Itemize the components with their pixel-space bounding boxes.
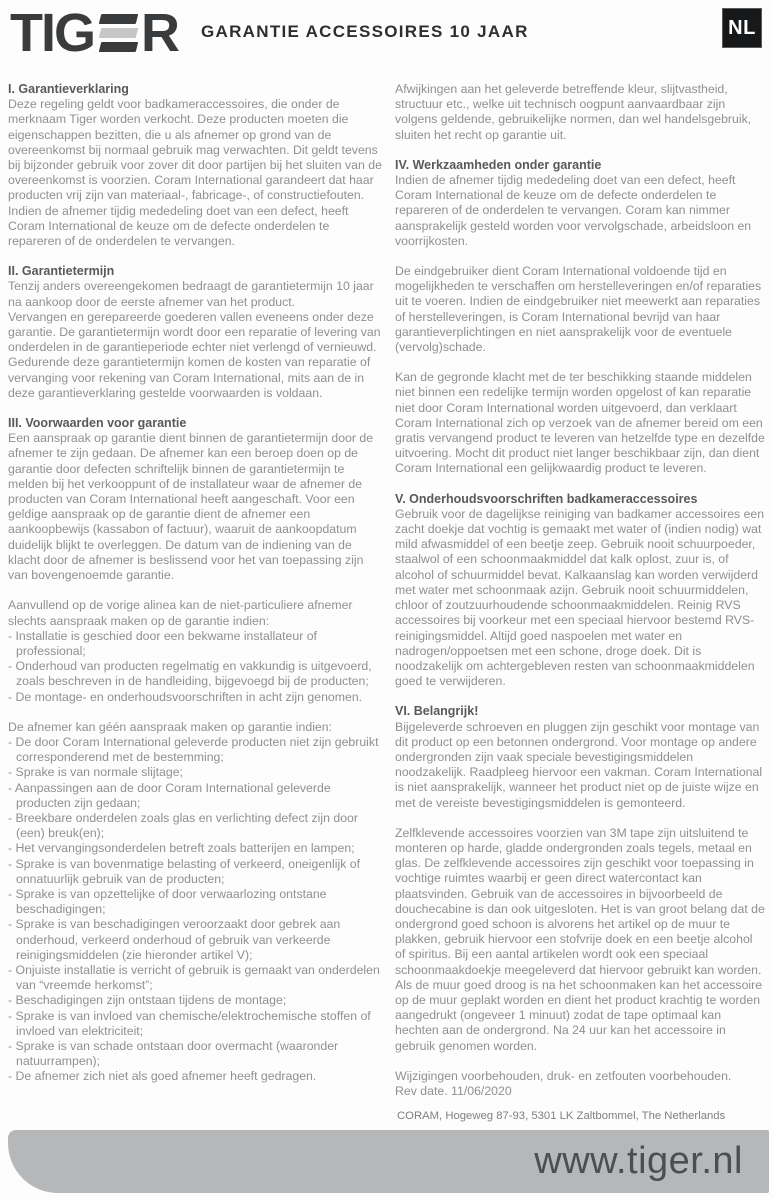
section-garantietermijn [8, 264, 385, 401]
exclusions-list [8, 735, 385, 1085]
section-paragraph: De eindgebruiker dient Coram International voldoende tijd en mogelijkheden te verschaffen om herstelleveringen en/of reparaties uit te voeren. Indien de eindgebruiker niet meewerkt aan reparaties of herstelleveringen, is Coram International bevrijd van haar garantieverplichtingen en niet aansprakelijk voor de eventuele (vervolg)schade. [395, 264, 762, 355]
section-paragraph: Afwijkingen aan het geleverde betreffende kleur, slijtvastheid, structuur etc., welke uit technisch oogpunt aanvaardbaar zijn volgens geldende, gebruikelijke normen, dan wel handelsgebruik, sluiten het recht op garantie uit. [395, 82, 752, 142]
left-column [8, 82, 385, 1100]
tiger-logo [10, 3, 178, 63]
section-paragraph: Zelfklevende accessoires voorzien van 3M tape zijn uitsluitend te monteren op harde, gladde ondergronden zoals tegels, metaal en glas. De zelfklevende accessoires zijn geschikt voor toepassing in vochtige ruimtes waarbij er geen direct watercontact kan plaatsvinden. Gebruik van de accessoires in bijvoorbeeld de douchecabine is dan ook uitgesloten. Het is van groot belang dat de ondergrond goed schoon is alvorens het artikel op de muur te plakken, gebruik hiervoor een stofvrije doek en een beetje alcohol of spiritus. Bij een aantal artikelen wordt ook een speciaal schoonmaakdoekje meegeleverd dat hiervoor gebruikt kan worden. Als de muur goed droog is na het schoonmaken kan het accessoire op de muur geplakt worden en dient het product krachtig te worden aangedrukt (ongeveer 1 minuut) zodat de tape optimaal kan hechten aan de ondergrond. Na 24 uur kan het accessoire in gebruik genomen worden. [395, 825, 765, 1053]
language-badge: NL [722, 8, 762, 48]
list-item: - Onjuiste installatie is verricht of gebruik is gemaakt van onderdelen van “vreemde herkomst”; [8, 962, 380, 993]
section-paragraph: Bijgeleverde schroeven en pluggen zijn geschikt voor montage van dit product op een betonnen ondergrond. Voor montage op andere ondergronden zijn vaak speciale bevestigingsmiddelen noodzakelijk. Raadpleeg hiervoor een vakman. Coram International is niet aansprakelijk, wanneer het product niet op de juiste wijze en met de vereiste bevestigingsmiddelen is gemonteerd. [395, 719, 763, 810]
list-item: - De afnemer zich niet als goed afnemer heeft gedragen. [8, 1069, 317, 1084]
website-url: www.tiger.nl [534, 1140, 743, 1182]
section-onderhoudsvoorschriften [395, 492, 766, 690]
section-heading: II. Garantietermijn [8, 264, 115, 279]
section-paragraph: Een aanspraak op garantie dient binnen de garantietermijn door de afnemer te zijn gedaan. De afnemer kan een beroep doen op de garantie door defecten schriftelijk binnen de garantietermijn te melden bij het verkooppunt of de installateur waar de afnemer de producten van Coram International heeft aangeschaft. Voor een geldige aanspraak op de garantie dient de afnemer een aankoopbewijs (kassabon of factuur), waaruit de aankoopdatum duidelijk blijkt te overleggen. De datum van de indiening van de klacht door de afnemer is beslissend voor het van toepassing zijn van bovengenoemde garantie. [8, 431, 374, 583]
list-item: - Beschadigingen zijn ontstaan tijdens de montage; [8, 993, 287, 1008]
revision-notes [395, 1069, 766, 1099]
section-heading: VI. Belangrijk! [395, 704, 479, 719]
list-item: - Sprake is van invloed van chemische/elektrochemische stoffen of invloed van elektriciteit; [8, 1008, 371, 1038]
tiger-logo-e-bars-icon [100, 11, 137, 55]
list-item: - Sprake is van schade ontstaan door overmacht (waaronder natuurrampen); [8, 1038, 339, 1069]
tiger-logo-text-right: R [141, 3, 178, 63]
section-paragraph: Tenzij anders overeengekomen bedraagt de garantietermijn 10 jaar na aankoop door de eerste afnemer van het product. [8, 279, 374, 309]
list-intro: Aanvullend op de vorige alinea kan de niet-particuliere afnemer slechts aanspraak maken op de garantie indien: [8, 598, 353, 628]
section-heading: IV. Werkzaamheden onder garantie [395, 157, 602, 172]
list-item: - De door Coram International geleverde producten niet zijn gebruikt corresponderend met de bestemming; [8, 734, 379, 765]
section-voorwaarden [8, 416, 385, 705]
section-paragraph: Gebruik voor de dagelijkse reiniging van badkamer accessoires een zacht doekje dat vochtig is gemaakt met water of (indien nodig) wat mild afwasmiddel of een beetje zeep. Gebruik nooit schuurpoeder, staalwol of een schoonmaakmiddel dat kalk oplost, zuur is, of alcohol of schuurmiddel bevat. Kalkaanslag kan worden verwijderd met water met schoonmaak azijn. Gebruik nooit schuurmiddelen, chloor of zoutzuurhoudende schoonmaakmiddelen. Reinig RVS accessoires bij voorkeur met een speciaal hiervoor bestemd RVS-reinigingsmiddel. Altijd goed naspoelen met water en nadrogen/oppoetsen met een schone, droge doek. Dit is noodzakelijk om achtergebleven resten van schoonmaakmiddelen goed te verwijderen. [395, 506, 765, 689]
disclaimer-note: Wijzigingen voorbehouden, druk- en zetfouten voorbehouden. [395, 1068, 732, 1083]
revision-date: Rev date. 11/06/2020 [395, 1083, 512, 1098]
list-item: - Sprake is van opzettelijke of door verwaarlozing ontstane beschadigingen; [8, 886, 327, 917]
section-heading: III. Voorwaarden voor garantie [8, 416, 187, 431]
list-item: - Aanpassingen aan de door Coram International geleverde producten zijn gedaan; [8, 780, 331, 810]
section-exclusions [8, 720, 385, 1085]
list-item: - Sprake is van normale slijtage; [8, 765, 183, 780]
section-paragraph: Gedurende deze garantietermijn komen de kosten van reparatie of vervanging voor rekening van Coram International, mits aan de in deze garantieverklaring gestelde voorwaarden is voldaan. [8, 355, 371, 400]
list-item: - Breekbare onderdelen zoals glas en verlichting defect zijn door (een) breuk(en); [8, 810, 358, 841]
section-paragraph: Vervangen en gerepareerde goederen vallen eveneens onder deze garantie. De garantietermijn wordt door een reparatie of levering van onderdelen in de garantieperiode echter niet verlengd of vernieuwd. [8, 309, 381, 355]
section-garantieverklaring [8, 82, 385, 249]
tiger-logo-text-left: TIG [10, 3, 94, 63]
list-item: - Het vervangingsonderdelen betreft zoals batterijen en lampen; [8, 841, 355, 856]
list-item: - Sprake is van beschadigingen veroorzaakt door gebrek aan onderhoud, verkeerd onderhoud of gebruik van verkeerde reinigingsmiddelen (zie hieronder artikel V); [8, 917, 341, 962]
right-column [395, 82, 766, 1114]
section-belangrijk [395, 704, 766, 1053]
page-title: GARANTIE ACCESSOIRES 10 JAAR [201, 22, 529, 41]
conditions-list [8, 629, 385, 705]
section-werkzaamheden [395, 158, 766, 477]
section-paragraph: Indien de afnemer tijdig mededeling doet van een defect, heeft Coram International de keuze om de defecte onderdelen te repareren of de onderdelen te vervangen. Coram kan nimmer aansprakelijk gesteld worden voor vervolgschade, arbeidsloon en voorrijkosten. [395, 173, 752, 248]
list-item: - De montage- en onderhoudsvoorschriften in acht zijn genomen. [8, 689, 363, 704]
list-item: - Onderhoud van producten regelmatig en vakkundig is uitgevoerd, zoals beschreven in de handleiding, bijgevoegd bij de producten; [8, 659, 372, 689]
section-heading: I. Garantieverklaring [8, 82, 129, 96]
list-item: - Sprake is van bovenmatige belasting of verkeerd, oneigenlijk of onnatuurlijk gebruik van de producten; [8, 856, 361, 886]
section-paragraph: Deze regeling geldt voor badkameraccessoires, die onder de merknaam Tiger worden verkocht. Deze producten moeten die eigenschappen bezitten, die u als afnemer op grond van de overeenkomst bij normaal gebruik mag verwachten. Dit geldt tevens bij bijzonder gebruik voor zover dit door partijen bij het sluiten van de overeenkomst is voorzien. Coram International garandeert dat haar producten vrij zijn van materiaal-, fabricage-, of constructiefouten. Indien de afnemer tijdig mededeling doet van een defect, heeft Coram International de keuze om de defecte onderdelen te repareren of de onderdelen te vervangen. [8, 97, 382, 249]
list-item: - Installatie is geschied door een bekwame installateur of professional; [8, 628, 317, 658]
section-heading: V. Onderhoudsvoorschriften badkameraccessoires [395, 491, 698, 506]
section-paragraph: Kan de gegronde klacht met de ter beschikking staande middelen niet binnen een redelijke termijn worden opgelost of kan reparatie niet door Coram International worden uitgevoerd, dan verklaart Coram International zich op verzoek van de afnemer bereid om een gratis vervangend product te leveren van hetzelfde type en dezelfde uitvoering. Mocht dit product niet langer beschikbaar zijn, dan dient Coram International een gelijkwaardig product te leveren. [395, 370, 765, 476]
footer-bar [8, 1130, 769, 1193]
list-intro: De afnemer kan géén aanspraak maken op garantie indien: [8, 719, 333, 734]
company-address: CORAM, Hogeweg 87-93, 5301 LK Zaltbommel, The Netherlands [397, 1110, 726, 1122]
